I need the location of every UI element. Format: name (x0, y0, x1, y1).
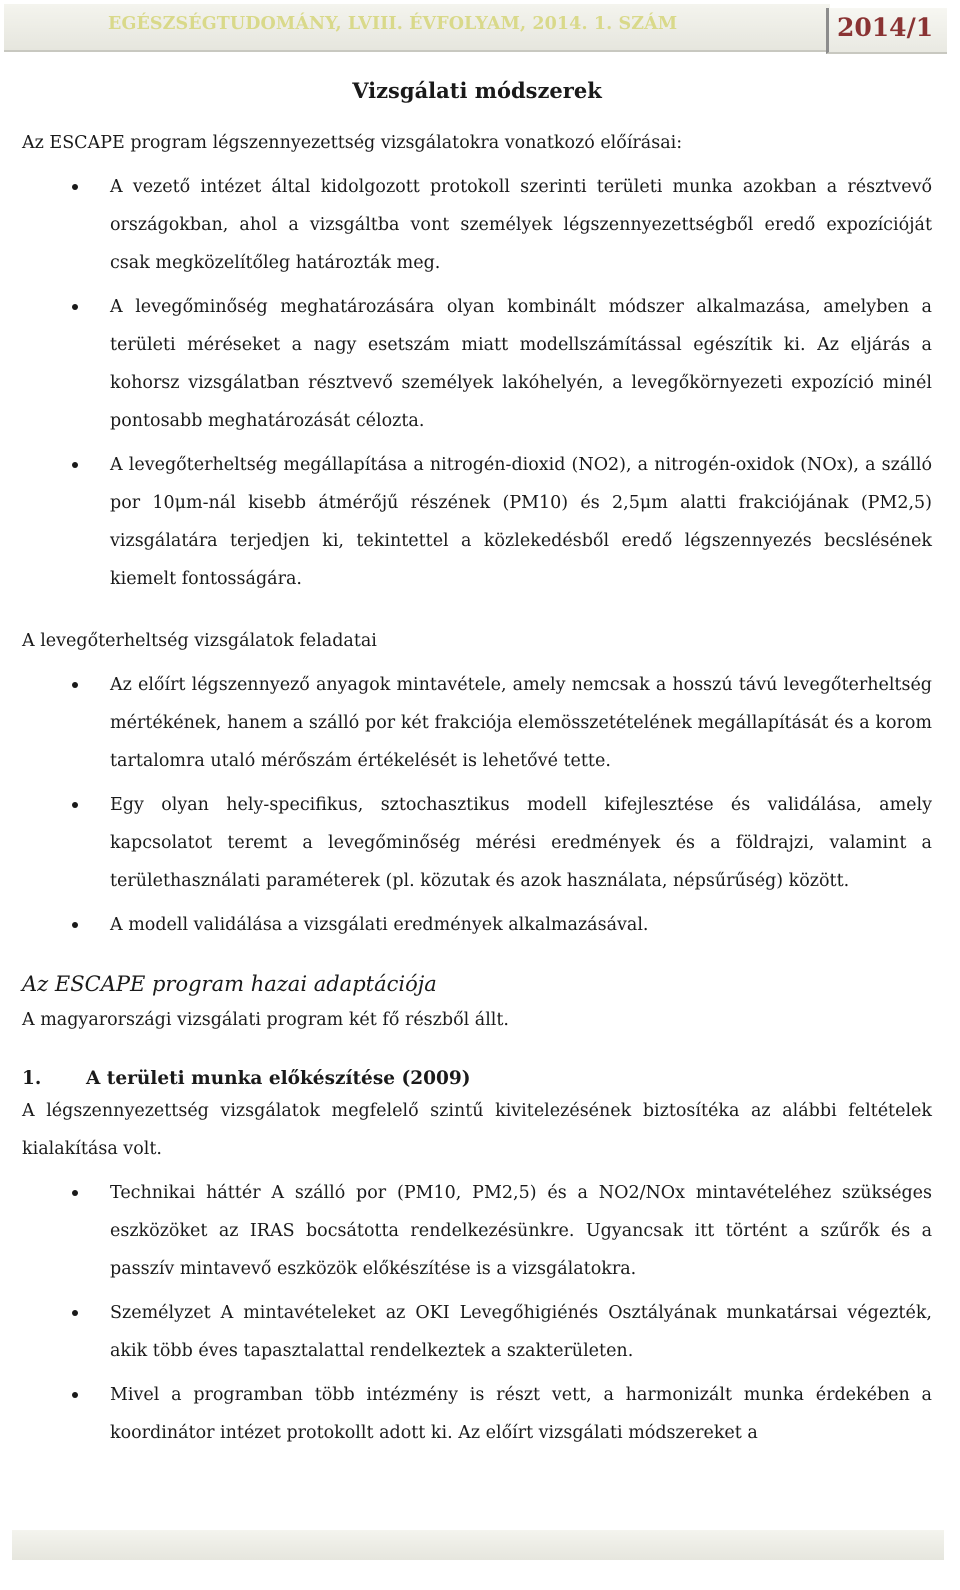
page-footer (12, 1530, 944, 1560)
bullet-icon (72, 682, 78, 688)
bullet-icon (72, 184, 78, 190)
bullet-icon (72, 304, 78, 310)
bullet-icon (72, 922, 78, 928)
list-item: Egy olyan hely-specifikus, sztochasztikus modell kifejlesztése és validálása, amely kapcsolatot teremt a levegőminőség mérési eredmények és a földrajzi, valamint a területhasználati paraméterek (pl. közutak és azok használata, népsűrűség) között. (110, 786, 932, 900)
list-item: Technikai háttér A szálló por (PM10, PM2,5) és a NO2/NOx mintavételéhez szükséges eszközöket az IRAS bocsátotta rendelkezésünkre. Ugyancsak itt történt a szűrők és a passzív mintavevő eszközök előkészítése is a vizsgálatokra. (110, 1174, 932, 1288)
page-header (0, 0, 960, 60)
bullet-icon (72, 462, 78, 468)
adaptation-intro: A magyarországi vizsgálati program két fő részből állt. (22, 1010, 509, 1030)
journal-title: EGÉSZSÉGTUDOMÁNY, LVIII. ÉVFOLYAM, 2014. 1. SZÁM (108, 14, 678, 34)
issue-badge (826, 8, 947, 54)
list-item: Az előírt légszennyező anyagok mintavétele, amely nemcsak a hosszú távú levegőterheltség mértékének, hanem a szálló por két frakciója elemösszetételének megállapítását és a korom tartalomra utaló mérőszám értékelését is lehetővé tette. (110, 666, 932, 780)
subsection-title: A területi munka előkészítése (2009) (86, 1068, 471, 1089)
list-item: A levegőterheltség megállapítása a nitrogén-dioxid (NO2), a nitrogén-oxidok (NOx), a szálló por 10μm-nál kisebb átmérőjű részének (PM10) és 2,5μm alatti frakciójának (PM2,5) vizsgálatára terjedjen ki, tekintettel a közlekedésből eredő légszennyezés becslésének kiemelt fontosságára. (110, 446, 932, 598)
bullet-icon (72, 1190, 78, 1196)
bullet-icon (72, 1310, 78, 1316)
bullet-icon (72, 802, 78, 808)
methods-intro: Az ESCAPE program légszennyezettség vizsgálatokra vonatkozó előírásai: (22, 133, 683, 153)
list-item: A modell validálása a vizsgálati eredmények alkalmazásával. (110, 906, 932, 944)
subsection-number: 1. (22, 1068, 42, 1089)
list-item: Mivel a programban több intézmény is részt vett, a harmonizált munka érdekében a koordinátor intézet protokollt adott ki. Az előírt vizsgálati módszereket a (110, 1376, 932, 1452)
list-item: A levegőminőség meghatározására olyan kombinált módszer alkalmazása, amelyben a területi méréseket a nagy esetszám miatt modellszámítással egészítik ki. Az eljárás a kohorsz vizsgálatban résztvevő személyek lakóhelyén, a levegőkörnyezeti expozíció minél pontosabb meghatározását célozta. (110, 288, 932, 440)
issue-number: 2014/1 (837, 13, 934, 42)
list-item: Személyzet A mintavételeket az OKI Levegőhigiénés Osztályának munkatársai végezték, akik több éves tapasztalattal rendelkeztek a szakterületen. (110, 1294, 932, 1370)
section-title-methods: Vizsgálati módszerek (352, 78, 602, 103)
header-bar (4, 4, 830, 52)
list-item: A vezető intézet által kidolgozott protokoll szerinti területi munka azokban a résztvevő országokban, ahol a vizsgáltba vont személyek légszennyezettségből eredő expozícióját csak megközelítőleg határozták meg. (110, 168, 932, 282)
section-title-tasks: A levegőterheltség vizsgálatok feladatai (22, 631, 377, 651)
preparation-intro: A légszennyezettség vizsgálatok megfelelő szintű kivitelezésének biztosítéka az alábbi feltételek kialakítása volt. (22, 1101, 932, 1159)
section-title-adaptation: Az ESCAPE program hazai adaptációja (22, 972, 437, 996)
bullet-icon (72, 1392, 78, 1398)
